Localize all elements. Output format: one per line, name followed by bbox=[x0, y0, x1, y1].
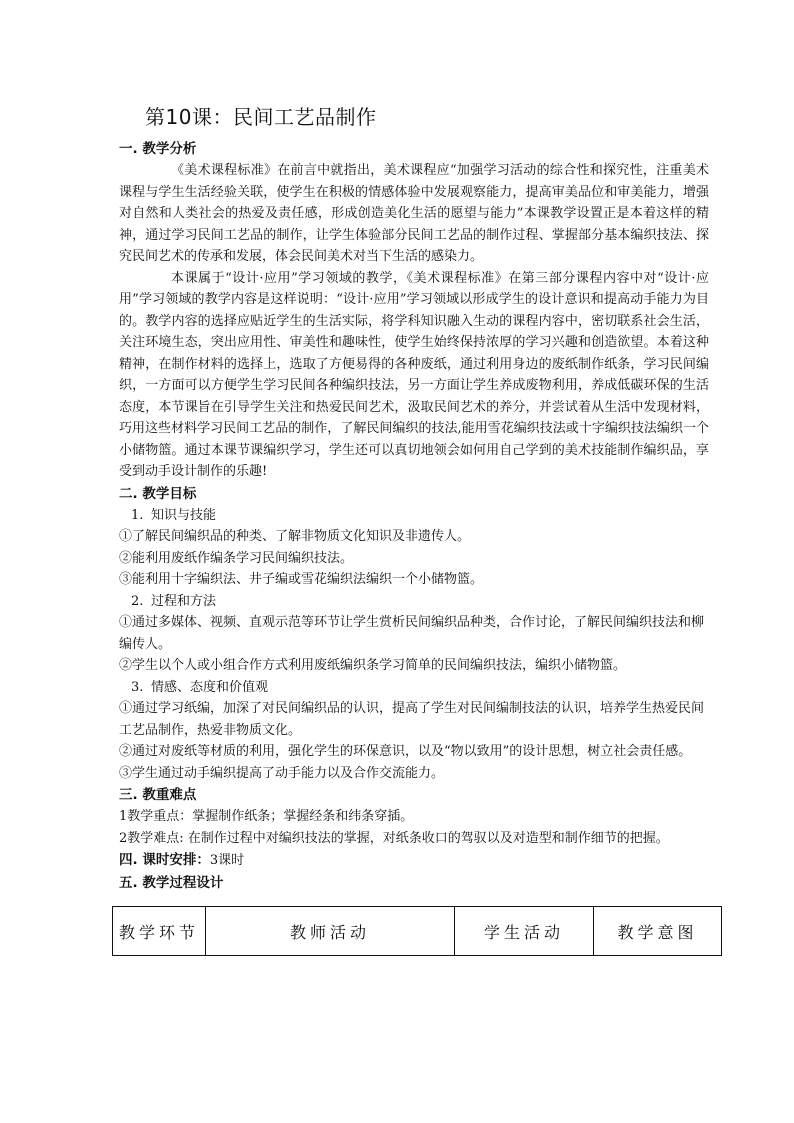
section-heading-process: 五. 教学过程设计 bbox=[119, 875, 224, 891]
goal-item: ③能利用十字编织法、井子编或雪花编织法编织一个小储物篮。 bbox=[119, 572, 484, 587]
table-header-cell: 教师活动 bbox=[206, 907, 455, 956]
goal-item: ②能利用废纸作编条学习民间编织技法。 bbox=[119, 550, 354, 566]
goal-item: ①了解民间编织品的种类、了解非物质文化知识及非遗传人。 bbox=[119, 529, 471, 544]
goal-subheading-process bbox=[119, 591, 709, 613]
goal-item: ②学生以个人或小组合作方式利用废纸编织条学习简单的民间编织技法，编织小储物篮。 bbox=[119, 658, 627, 673]
section-heading-difficulty: 三. 教重难点 bbox=[119, 787, 197, 803]
table-header-cell: 教学意图 bbox=[594, 907, 722, 956]
table-header-cell: 教学环节 bbox=[113, 907, 206, 956]
goal-item: ②通过对废纸等材质的利用，强化学生的环保意识，以及“物以致用”的设计思想，树立社会责任感。 bbox=[119, 744, 692, 759]
goal-item: ③学生通过动手编织提高了动手能力以及合作交流能力。 bbox=[119, 765, 445, 781]
process-table bbox=[112, 906, 722, 956]
section-heading-goals: 二. 教学目标 bbox=[119, 485, 197, 502]
goal-number: 3. bbox=[131, 679, 144, 695]
table-header-cell: 学生活动 bbox=[455, 907, 594, 956]
difficulty-item: 2教学难点: 在制作过程中对编织技法的掌握，对纸条收口的驾驭以及对造型和制作细节的把握。 bbox=[119, 830, 669, 846]
goal-subheading-emotion bbox=[119, 677, 709, 699]
schedule-value: 3课时 bbox=[209, 853, 245, 868]
analysis-paragraph-2: 本课属于“设计·应用”学习领域的教学，《美术课程标准》在第三部分课程内容中对“设计·应用”学习领域的教学内容是这样说明：“设计·应用”学习领域以形成学生的设计意识和提高动手能力为目的。教学内容的选择应贴近学生的生活实际，将学科知识融入生动的课程内容中，密切联系社会生活，关注环境生态，突出应用性、审美性和趣味性，使学生始终保持浓厚的学习兴趣和创造欲望。本着这种精神，在制作材料的选择上，选取了方便易得的各种废纸，通过利用身边的废纸制作纸条，学习民间编织，一方面可以方便学生学习民间各种编织技法，另一方面让学生养成废物利用，养成低碳环保的生活态度，本节课旨在引导学生关注和热爱民间艺术，汲取民间艺术的养分，并尝试着从生活中发现材料，巧用这些材料学习民间工艺品的制作，了解民间编织的技法,能用雪花编织技法或十字编织技法编织一个小储物篮。通过本课节课编织学习，学生还可以真切地领会如何用自己学到的美术技能制作编织品，享受到动手设计制作的乐趣! bbox=[119, 270, 709, 479]
difficulty-item: 1教学重点：掌握制作纸条；掌握经条和纬条穿插。 bbox=[119, 809, 414, 824]
section-heading-analysis: 一. 教学分析 bbox=[119, 141, 197, 157]
section-heading-schedule bbox=[119, 849, 709, 872]
page-title: 第10课：民间工艺品制作 bbox=[145, 105, 377, 129]
goal-item: ①通过多媒体、视频、直观示范等环节让学生赏析民间编织品种类，合作讨论，了解民间编织技法和柳编传人。 bbox=[119, 615, 705, 652]
goal-number: 2. bbox=[131, 593, 144, 609]
goal-title: 过程和方法 bbox=[151, 593, 217, 609]
schedule-label: 四. 课时安排： bbox=[119, 852, 210, 868]
document-body bbox=[119, 138, 709, 894]
goal-title: 知识与技能 bbox=[151, 507, 217, 523]
analysis-paragraph-1: 《美术课程标准》在前言中就指出，美术课程应“加强学习活动的综合性和探究性，注重美术课程与学生生活经验关联，使学生在积极的情感体验中发展观察能力，提高审美品位和审美能力，增强对自然和人类社会的热爱及责任感，形成创造美化生活的愿望与能力”本课教学设置正是本着这样的精神，通过学习民间工艺品的制作，让学生体验部分民间工艺品的制作过程、掌握部分基本编织技法、探究民间艺术的传承和发展，体会民间美术对当下生活的感染力。 bbox=[119, 163, 709, 264]
goal-title: 情感、态度和价值观 bbox=[151, 679, 269, 695]
goal-item: ①通过学习纸编，加深了对民间编织品的认识，提高了学生对民间编制技法的认识，培养学生热爱民间工艺品制作，热爱非物质文化。 bbox=[119, 701, 705, 738]
goal-subheading-knowledge bbox=[119, 505, 709, 527]
goal-number: 1. bbox=[131, 507, 144, 523]
table-header-row bbox=[113, 907, 722, 956]
